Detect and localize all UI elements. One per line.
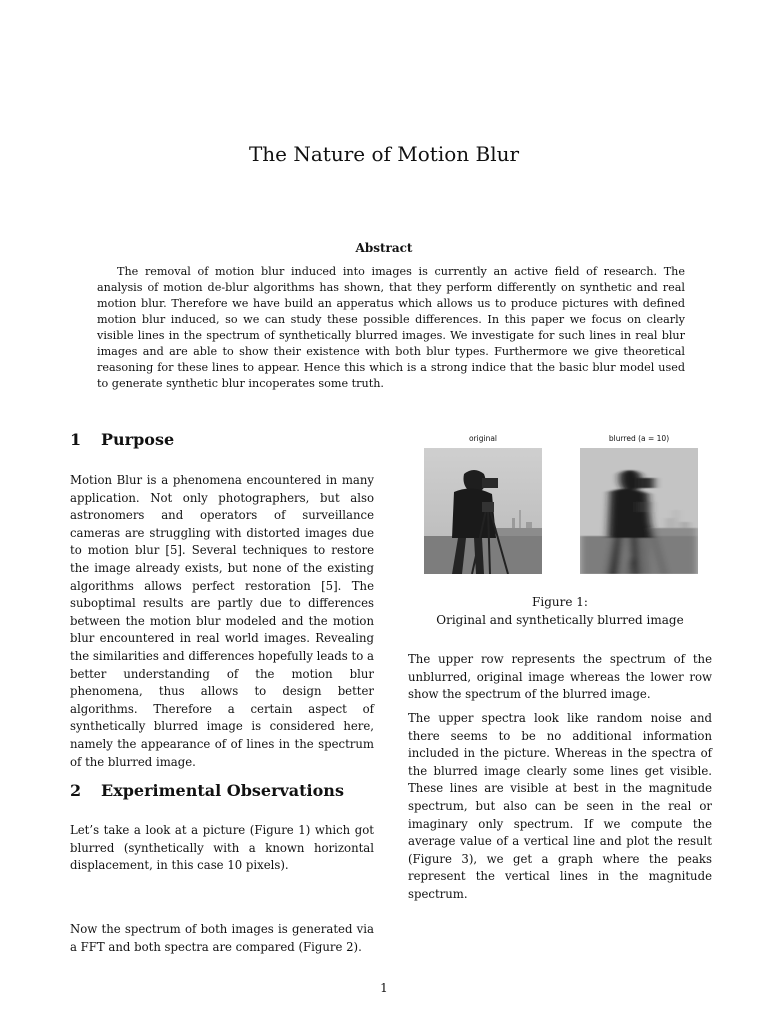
section-1-paragraph: Motion Blur is a phenomena encountered in many application. Not only photographers, but also astronomers and operators of surveillance cameras are struggling with distorted images due to motion blur [5]. Several techniques to restore the image already exists, but none of the existing algorithms allows perfect restoration [5]. The suboptimal results are partly due to differences between the motion blur modeled and the motion blur encountered in real world images. Revealing the similarities and differences hopefully leads to a better understanding of the motion blur phenomena, thus allows to design better algorithms. Therefore a certain aspect of synthetically blurred image is considered here, namely the appearance of of lines in the spectrum of the blurred image. [70,473,374,769]
paper-title: The Nature of Motion Blur [248,142,520,166]
abstract-text: The removal of motion blur induced into images is currently an active field of research. The analysis of motion de-blur algorithms has shown, that they perform differently on synthetic and real motion blur. Therefore we have build an apperatus which allows us to produce pictures with defined motion blur induced, so we can study these possible differences. In this paper we focus on clearly visible lines in the spectrum of synthetically blurred images. We investigate for such lines in real blur images and are able to show their existence with both blur types. Furthermore we give theoretical reasoning for these lines to appear. Hence this which is a strong indice that the basic blur model used to generate synthetic blur incoperates some truth. [97,265,685,390]
section-2-paragraph-2: Now the spectrum of both images is generated via a FFT and both spectra are compared (Figure 2). [70,922,374,954]
section-1-title: Purpose [101,430,175,449]
page-number: 1 [380,981,388,995]
figure-1-caption-number: Figure 1: [532,595,588,609]
figure-1-caption-text: Original and synthetically blurred image [436,613,684,627]
figure-1-blurred-image [580,448,698,574]
right-paragraph-1: The upper row represents the spectrum of the unblurred, original image whereas the lower row show the spectrum of the blurred image. [408,652,712,702]
figure-1-label-blurred: blurred (a = 10) [608,434,670,443]
figure-1-label-original: original [468,434,498,443]
section-2-paragraph-1: Let’s take a look at a picture (Figure 1) which got blurred (synthetically with a known horizontal displacement, in this case 10 pixels). [70,823,374,873]
section-1-number: 1 [70,430,82,449]
right-paragraph-2: The upper spectra look like random noise and there seems to be no additional information included in the picture. Whereas in the spectra of the blurred image clearly some lines get visible. These lines are visible at best in the magnitude spectrum, but also can be seen in the real or imaginary only spectrum. If we compute the average value of a vertical line and plot the result (Figure 3), we get a graph where the peaks represent the vertical lines in the magnitude spectrum. [408,711,712,901]
section-2-heading [70,781,344,800]
section-2-title: Experimental Observations [101,781,344,800]
figure-1-original-image [424,448,542,574]
abstract-heading: Abstract [355,241,413,255]
section-1-heading [70,430,174,449]
section-2-number: 2 [70,781,82,800]
